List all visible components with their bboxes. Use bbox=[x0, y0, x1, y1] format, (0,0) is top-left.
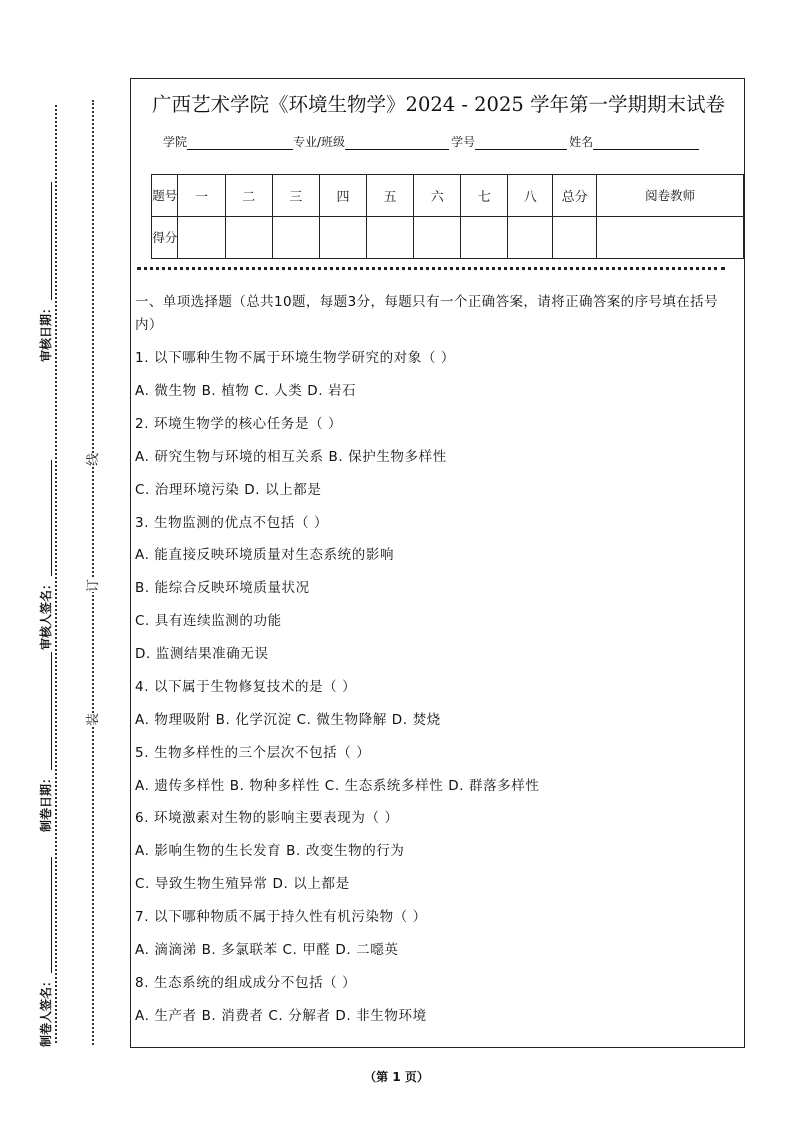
reviewer-date-field bbox=[35, 182, 55, 362]
maker-sign-field bbox=[35, 857, 55, 1047]
reviewer-sign-field bbox=[35, 460, 55, 650]
inner-dotted-line bbox=[92, 100, 94, 1045]
score-cell bbox=[508, 217, 552, 259]
score-cell bbox=[272, 217, 319, 259]
score-cell bbox=[414, 217, 461, 259]
question-line: 8. 生态系统的组成成分不包括（ ） bbox=[135, 975, 357, 991]
question-line: 1. 以下哪种生物不属于环境生物学研究的对象（ ） bbox=[135, 350, 455, 366]
section-heading: 一、单项选择题（总共10题，每题3分，每题只有一个正确答案，请将正确答案的序号填在括号内） bbox=[135, 294, 718, 333]
score-table bbox=[151, 174, 744, 259]
option-line: C. 具有连续监测的功能 bbox=[135, 613, 282, 629]
option-line: B. 能综合反映环境质量状况 bbox=[135, 580, 310, 596]
score-cell bbox=[225, 217, 272, 259]
reviewer-sign-line bbox=[39, 460, 52, 576]
row-label-question-no: 题号 bbox=[152, 175, 178, 217]
name-label: 姓名 bbox=[569, 135, 594, 149]
option-line: A. 微生物 B. 植物 C. 人类 D. 岩石 bbox=[135, 383, 357, 399]
student-id-line bbox=[475, 137, 567, 150]
binding-mark-line: 线 bbox=[80, 453, 103, 466]
score-cell bbox=[552, 217, 596, 259]
maker-date-label: 制卷日期： bbox=[38, 771, 53, 832]
col-header: 三 bbox=[272, 175, 319, 217]
col-header: 六 bbox=[414, 175, 461, 217]
col-header: 八 bbox=[508, 175, 552, 217]
question-line: 2. 环境生物学的核心任务是（ ） bbox=[135, 416, 343, 432]
exam-title: 广西艺术学院《环境生物学》2024 - 2025 学年第一学期期末试卷 bbox=[152, 93, 725, 116]
exam-frame bbox=[130, 78, 745, 1048]
maker-sign-label: 制卷人签名： bbox=[38, 974, 53, 1047]
name-line bbox=[593, 137, 699, 150]
outer-dotted-line bbox=[55, 105, 57, 1043]
binding-mark-zhuang: 装 bbox=[80, 713, 103, 726]
row-label-score: 得分 bbox=[152, 217, 178, 259]
col-header: 一 bbox=[178, 175, 225, 217]
score-cell bbox=[597, 217, 744, 259]
score-cell bbox=[178, 217, 225, 259]
maker-date-line bbox=[39, 652, 52, 770]
col-header: 二 bbox=[225, 175, 272, 217]
score-cell bbox=[319, 217, 366, 259]
question-line: 5. 生物多样性的三个层次不包括（ ） bbox=[135, 745, 371, 761]
maker-sign-line bbox=[39, 857, 52, 973]
col-header: 总分 bbox=[552, 175, 596, 217]
question-line: 4. 以下属于生物修复技术的是（ ） bbox=[135, 679, 357, 695]
reviewer-date-line bbox=[39, 182, 52, 300]
col-header: 阅卷教师 bbox=[597, 175, 744, 217]
score-table-header-row bbox=[152, 175, 744, 217]
option-line: A. 遗传多样性 B. 物种多样性 C. 生态系统多样性 D. 群落多样性 bbox=[135, 778, 540, 794]
college-line bbox=[187, 137, 293, 150]
question-line: 3. 生物监测的优点不包括（ ） bbox=[135, 515, 329, 531]
option-line: A. 影响生物的生长发育 B. 改变生物的行为 bbox=[135, 843, 405, 859]
score-table-score-row bbox=[152, 217, 744, 259]
college-label: 学院 bbox=[163, 135, 188, 149]
question-line: 6. 环境激素对生物的影响主要表现为（ ） bbox=[135, 810, 399, 826]
option-line: C. 治理环境污染 D. 以上都是 bbox=[135, 482, 322, 498]
reviewer-sign-label: 审核人签名： bbox=[38, 577, 53, 650]
option-line: A. 研究生物与环境的相互关系 B. 保护生物多样性 bbox=[135, 449, 447, 465]
page-number: （第 1 页） bbox=[364, 1070, 429, 1084]
dotted-separator bbox=[137, 267, 725, 270]
option-line: C. 导致生物生殖异常 D. 以上都是 bbox=[135, 876, 350, 892]
option-line: A. 能直接反映环境质量对生态系统的影响 bbox=[135, 547, 395, 563]
student-info-row bbox=[163, 133, 699, 150]
student-id-label: 学号 bbox=[451, 135, 476, 149]
binding-mark-ding: 订 bbox=[80, 579, 103, 592]
option-line: A. 生产者 B. 消费者 C. 分解者 D. 非生物环境 bbox=[135, 1008, 427, 1024]
score-cell bbox=[367, 217, 414, 259]
question-line: 7. 以下哪种物质不属于持久性有机污染物（ ） bbox=[135, 909, 427, 925]
option-line: A. 物理吸附 B. 化学沉淀 C. 微生物降解 D. 焚烧 bbox=[135, 712, 441, 728]
major-label: 专业/班级 bbox=[293, 135, 346, 149]
score-cell bbox=[461, 217, 508, 259]
col-header: 四 bbox=[319, 175, 366, 217]
reviewer-date-label: 审核日期： bbox=[38, 301, 53, 362]
col-header: 七 bbox=[461, 175, 508, 217]
major-line bbox=[345, 137, 449, 150]
option-line: A. 滴滴涕 B. 多氯联苯 C. 甲醛 D. 二噁英 bbox=[135, 942, 399, 958]
col-header: 五 bbox=[367, 175, 414, 217]
option-line: D. 监测结果准确无误 bbox=[135, 646, 269, 662]
maker-date-field bbox=[35, 652, 55, 832]
